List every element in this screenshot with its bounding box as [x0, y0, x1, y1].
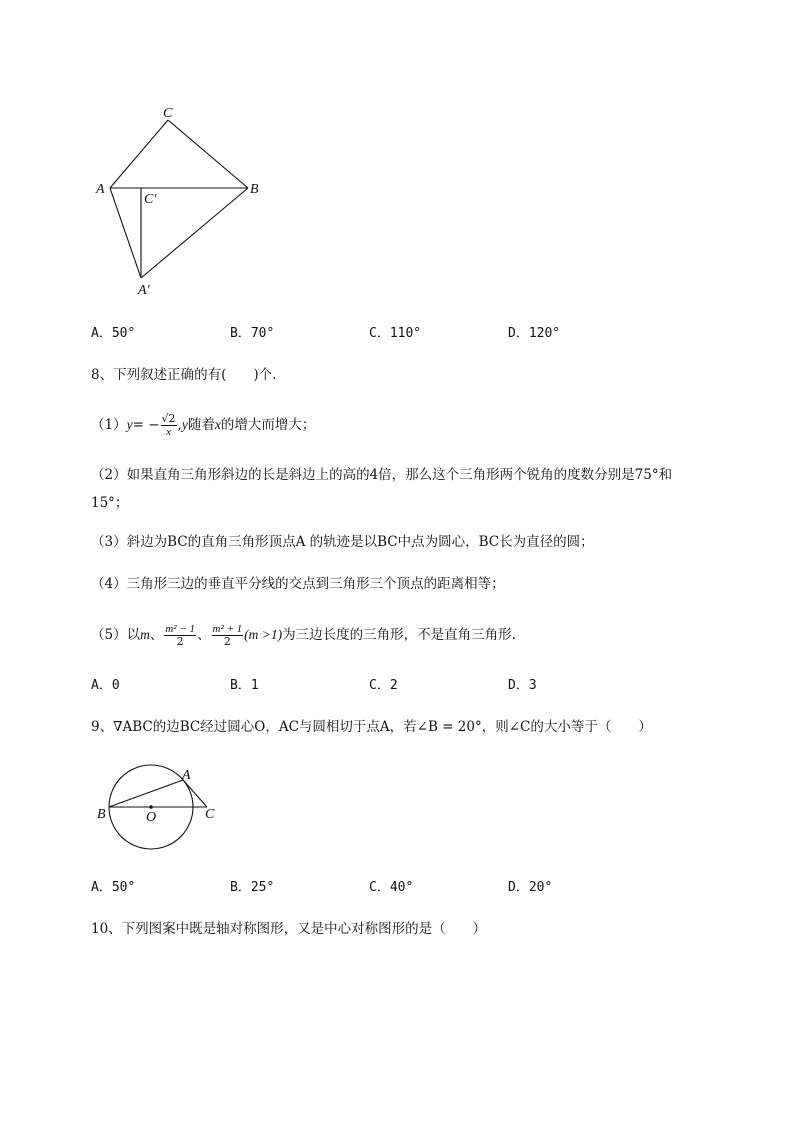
label-C: C: [163, 106, 173, 121]
q7-option-a: A．50°: [91, 326, 136, 341]
label-A-prime: A′: [138, 283, 150, 298]
label-C-prime: C′: [144, 192, 157, 207]
q7-option-d: D．120°: [508, 326, 561, 341]
q8-stem: 8、下列叙述正确的有( )个.: [91, 367, 277, 383]
q8-item-5-sep-2: 、: [197, 627, 211, 643]
q9-option-d: D．20°: [508, 880, 553, 895]
q8-item-1-denominator: x: [166, 425, 171, 438]
label-C: C: [205, 807, 215, 822]
q8-item-1-eq: = −: [132, 417, 160, 433]
q8-item-1: [91, 408, 315, 442]
q8-item-2-line-1: （2）如果直角三角形斜边的长是斜边上的高的4倍，那么这个三角形两个锐角的度数分别是75°和: [91, 467, 673, 483]
q8-item-1-prefix: （1）: [91, 417, 127, 433]
q8-item-5-prefix: （5）以: [91, 627, 141, 643]
q9-option-a: A．50°: [91, 880, 136, 895]
q8-item-5-tail: 为三边长度的三角形，不是直角三角形.: [282, 627, 516, 643]
segment-BA: [109, 780, 183, 807]
q9-option-c: C．40°: [369, 880, 414, 895]
q8-item-5: [91, 617, 516, 653]
q8-item-1-y2: y: [181, 417, 188, 432]
q8-item-5-fraction-1: [164, 623, 196, 648]
q8-item-5-fraction-2: [212, 623, 244, 648]
q8-item-1-fraction: [161, 413, 177, 438]
segment-AC: [183, 780, 207, 807]
q8-option-b: B．1: [230, 678, 259, 693]
q8-item-1-numerator: √2: [161, 411, 176, 425]
q8-item-4: （4）三角形三边的垂直平分线的交点到三角形三个顶点的距离相等；: [91, 576, 505, 592]
label-B: B: [250, 182, 259, 197]
q7-option-c: C．110°: [369, 326, 422, 341]
segment-CB: [168, 120, 248, 188]
q8-item-1-mid: 随着: [187, 417, 215, 433]
q8-option-c: C．2: [369, 678, 398, 693]
q8-option-a: A．0: [91, 678, 120, 693]
q8-item-1-y: y: [126, 417, 133, 432]
q8-item-1-tail: 的增大而增大；: [220, 417, 316, 433]
q10-stem: 10、下列图案中既是轴对称图形，又是中心对称图形的是（ ）: [91, 921, 487, 937]
q8-item-5-numerator-1: m² − 1: [165, 622, 196, 635]
q8-item-5-m: m: [140, 627, 150, 642]
q8-item-5-numerator-2: m² + 1: [212, 622, 243, 635]
q7-figure: [90, 100, 280, 300]
label-B: B: [97, 807, 106, 822]
q9-option-b: B．25°: [230, 880, 275, 895]
q9-stem: 9、∇ABC的边BC经过圆心O，AC与圆相切于点A，若∠B = 20°，则∠C的大小等于（ ）: [91, 719, 652, 735]
segment-A-prime-B: [141, 188, 248, 278]
q8-item-5-denominator-1: 2: [176, 634, 184, 648]
segment-AA-prime: [110, 188, 141, 278]
label-A: A: [182, 768, 191, 783]
q8-item-3: （3）斜边为BC的直角三角形顶点A 的轨迹是以BC中点为圆心，BC长为直径的圆；: [91, 534, 594, 550]
q8-item-2-line-2: 15°；: [91, 495, 129, 511]
q7-option-b: B．70°: [230, 326, 275, 341]
q8-item-5-condition: (m >1): [244, 627, 283, 642]
label-O: O: [146, 810, 157, 825]
q8-option-d: D．3: [508, 678, 537, 693]
q9-figure: [90, 760, 230, 856]
segment-AC: [110, 120, 168, 188]
label-A: A: [96, 182, 105, 197]
q8-item-5-sep-1: 、: [149, 627, 164, 643]
q8-item-1-x: x: [214, 417, 221, 432]
q8-item-5-denominator-2: 2: [223, 634, 231, 648]
q8-item-1-sep: ,: [177, 417, 182, 433]
center-point-O: [149, 805, 153, 809]
